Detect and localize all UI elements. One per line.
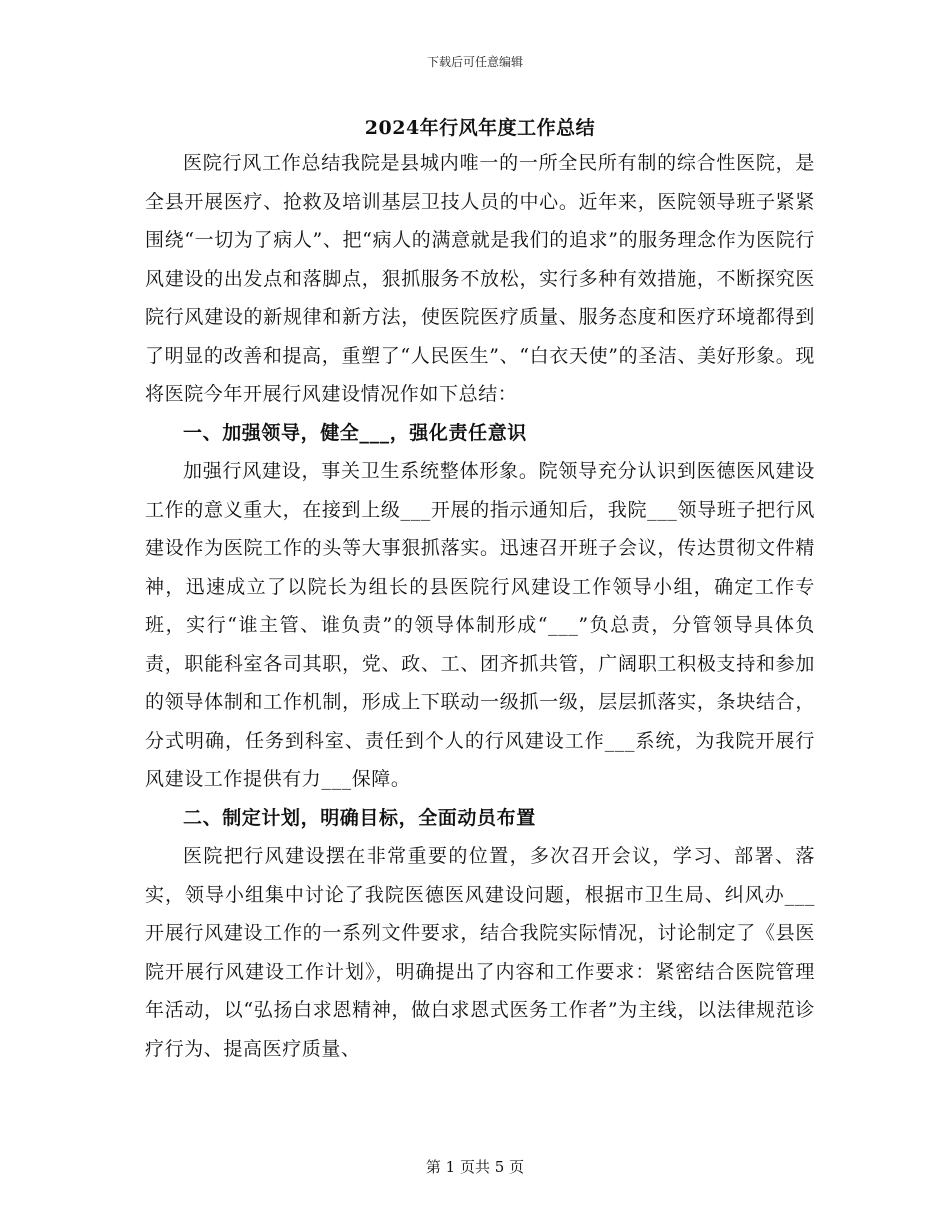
intro-paragraph: 医院行风工作总结我院是县城内唯一的一所全民所有制的综合性医院，是全县开展医疗、抢救及培训基层卫技人员的中心。近年来，医院领导班子紧紧围绕“一切为了病人”、把“病人的满意就是我们的追求”的服务理念作为医院行风建设的出发点和落脚点，狠抓服务不放松，实行多种有效措施，不断探究医院行风建设的新规律和新方法，使医院医疗质量、服务态度和医疗环境都得到了明显的改善和提高，重塑了“人民医生”、“白衣天使”的圣洁、美好形象。现将医院今年开展行风建设情况作如下总结： xyxy=(145,152,815,405)
document-page xyxy=(145,112,815,1068)
section-2-paragraph: 医院把行风建设摆在非常重要的位置，多次召开会议，学习、部署、落实，领导小组集中讨论了我院医德医风建设问题，根据市卫生局、纠风办___开展行风建设工作的一系列文件要求，结合我院实际情况，讨论制定了《县医院开展行风建设工作计划》，明确提出了内容和工作要求：紧密结合医院管理年活动，以“弘扬白求恩精神，做白求恩式医务工作者”为主线，以法律规范诊疗行为、提高医疗质量、 xyxy=(145,845,815,1060)
header-note: 下载后可任意编辑 xyxy=(426,55,523,69)
document-title: 2024年行风年度工作总结 xyxy=(364,117,596,139)
page-footer: 第 1 页共 5 页 xyxy=(425,1158,525,1176)
section-2-heading: 二、制定计划，明确目标，全面动员布置 xyxy=(183,806,536,829)
section-1-heading: 一、加强领导，健全___，强化责任意识 xyxy=(183,421,527,444)
section-1-paragraph: 加强行风建设，事关卫生系统整体形象。院领导充分认识到医德医风建设工作的意义重大，在接到上级___开展的指示通知后，我院___领导班子把行风建设作为医院工作的头等大事狠抓落实。迅速召开班子会议，传达贯彻文件精神，迅速成立了以院长为组长的县医院行风建设工作领导小组，确定工作专班，实行“谁主管、谁负责”的领导体制形成“___”负总责，分管领导具体负责，职能科室各司其职，党、政、工、团齐抓共管，广阔职工积极支持和参加的领导体制和工作机制，形成上下联动一级抓一级，层层抓落实，条块结合，分式明确，任务到科室、责任到个人的行风建设工作___系统，为我院开展行风建设工作提供有力___保障。 xyxy=(145,460,815,790)
